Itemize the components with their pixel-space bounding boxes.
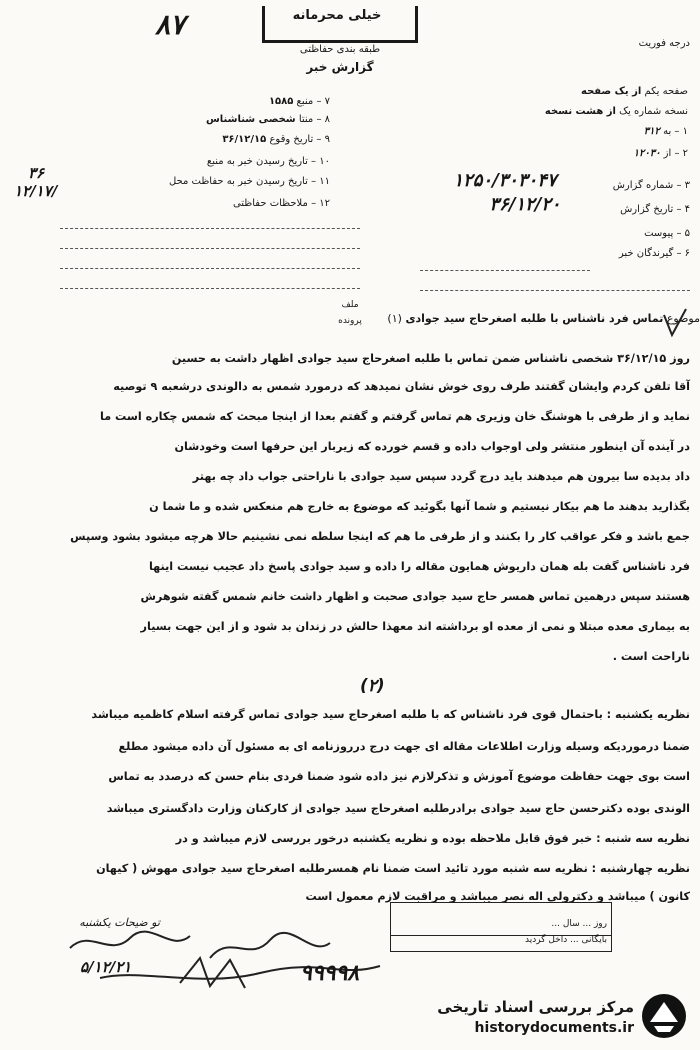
body-line: آقا تلفن کردم وایشان گفتند طرف روی خوش نشان نمیدهد که درمورد شمس به دالوندی درشعبه ۹ توصیه (113, 380, 690, 393)
analysis-line: نظریه سه شنبه : خبر فوق قابل ملاحظه بوده و نظریه یکشنبه درخور بررسی لازم میباشد و در (175, 832, 690, 845)
handwritten-report-number: ۱۲۵۰/۳۰۳۰۴۷ (453, 170, 557, 191)
field-page: صفحه یکم از یک صفحه (581, 86, 688, 97)
handwritten-left-date-bottom: ۱۲/۱۷/ (14, 182, 58, 200)
blank-line (420, 290, 690, 291)
field-recipients: ۶ – گیرندگان خبر (618, 248, 690, 259)
bottom-scrawl: ۹۹۹۹۸ (300, 960, 360, 986)
handwritten-left-date-top: ۳۶ (28, 164, 45, 182)
classification-line: طبقه بندی حفاظتی (299, 44, 381, 55)
signature-date: ۵/۱۲/۲۱ (80, 958, 132, 976)
blank-line (60, 268, 360, 269)
field-copy: نسخه شماره یک از هشت نسخه (544, 106, 688, 117)
body-line: هستند سپس درهمین تماس همسر حاج سید جوادی صحبت و اظهار داشت خانم شمس گفته شوهرش (140, 590, 690, 603)
analysis-line: الوندی بوده دکترحسن حاج سید جوادی برادرطلبه اصغرحاج سید جوادی از کارکنان وزارت دادگستری میباشد (106, 802, 690, 815)
archive-reference-box (390, 902, 612, 952)
subject-line: موضوع تماس فرد ناشناس با طلبه اصغرحاج سید جوادی (۱) (387, 312, 700, 325)
body-line: ناراحت است . (612, 650, 690, 663)
section-number: (۲) (360, 676, 385, 696)
field-report-number: ۳ – شماره گزارش (612, 180, 690, 191)
analysis-line: است بوی جهت حفاظت موضوع آموزش و تذکرلازم نیز داده شود ضمنا فردی بنام حسن که درصدد به تماس (108, 770, 690, 783)
blank-line (420, 270, 590, 271)
field-date-to-source: ۱۰ – تاریخ رسیدن خبر به منبع (206, 156, 330, 167)
field-event-date: ۹ – تاریخ وقوع ۳۶/۱۲/۱۵ (222, 134, 330, 145)
dossier-label: پرونده (338, 316, 362, 326)
body-line: به بیماری معده مبتلا و نمی از معده او برداشته اند معهذا حالش در زندان بد شود و از این جهت بسیار (140, 620, 690, 633)
file-label: ملف (341, 300, 359, 310)
analysis-line: نظریه چهارشنبه : نظریه سه شنبه مورد تائید است ضمنا نام همسرطلبه اصغرحاج سید جوادی مهوش ( کیهان (96, 862, 690, 875)
field-source: ۷ – منبع ۱۵۸۵ (268, 96, 330, 107)
priority-label: درجه فوریت (638, 38, 690, 49)
handwritten-doc-number: ۸۷ (155, 8, 186, 41)
body-line: بگذارید بدهند ما هم بیکار نیستیم و شما آنها بگوئید که موضوع به خارج هم منعکس شده و ما شما ن (149, 500, 690, 513)
analysis-line: نظریه یکشنبه : باحتمال قوی فرد ناشناس که با طلبه اصغرحاج سید جوادی تماس گرفته اسلام کاظمیه میباشد (91, 708, 690, 721)
field-report-date: ۴ – تاریخ گزارش (620, 204, 690, 215)
field-to: ۱ – به ۳۱۲ (643, 126, 688, 137)
body-line: فرد ناشناس گفت بله همان داریوش همایون مقاله را داده و سید جوادی پاسخ داد عجیب نیست اینها (148, 560, 690, 573)
field-attachment: ۵ – پیوست (644, 228, 690, 239)
signature-note: تو ضیحات یکشنبه (79, 916, 160, 929)
blank-line (60, 248, 360, 249)
blank-line (60, 228, 360, 229)
body-line: نماید و از طرفی با هوشنگ خان وزیری هم تماس گرفتم و گفتم بعدا از اینجا مبحث که شمس چکاره است ما (100, 410, 690, 423)
body-line: روز ۳۶/۱۲/۱۵ شخصی ناشناس ضمن تماس با طلبه اصغرحاج سید جوادی اظهار داشت به حسین (171, 352, 690, 365)
field-from: ۲ – از ۱۲۰۳۰ (633, 148, 688, 159)
ref-row-date: روز ... سال ... (391, 919, 611, 936)
blank-line (60, 288, 360, 289)
handwritten-report-date: ۳۶/۱۲/۲۰ (489, 194, 561, 215)
field-origin: ۸ – منتا شخصی شناشناس (206, 114, 330, 125)
field-security-notes: ۱۲ – ملاحظات حفاظتی (232, 198, 330, 209)
field-date-to-security: ۱۱ – تاریخ رسیدن خبر به حفاظت محل (168, 176, 330, 187)
analysis-line: ضمنا درموردیکه وسیله وزارت اطلاعات مقاله ای جهت درج درروزنامه ای به مسئول آن داده میشود مطلع (118, 740, 690, 753)
analysis-line: کانون ) میباشد و دکترولی اله نصر میباشد و مراقبت لازم معمول است (305, 890, 690, 903)
body-line: جمع باشد و فکر عواقب کار را بکنند و از طرفی ما هم که اینجا سلطه نمی نشینیم حالا هرچه میشود بشود وسپس (70, 530, 690, 543)
footer-logo-url: historydocuments.ir (474, 1020, 634, 1036)
body-line: در آینده آن اینطور منتشر ولی اوجواب داده و قسم خورده که زیربار این حرفها است وخودشان (174, 440, 690, 453)
report-title: گزارش خبر (306, 60, 374, 74)
footer-logo-name: مرکز بررسی اسناد تاریخی (437, 998, 634, 1016)
classification-stamp: خیلی محرمانه (292, 8, 382, 23)
body-line: داد بدیده سا بیرون هم میدهند باید درج گردد سپس سید جوادی با ناراحتی جواب داد چه بهتر (192, 470, 690, 483)
margin-check-mark (660, 305, 690, 345)
archive-logo-icon (640, 992, 688, 1040)
ref-row-archive: بایگانی ... داخل گردید (524, 935, 607, 945)
